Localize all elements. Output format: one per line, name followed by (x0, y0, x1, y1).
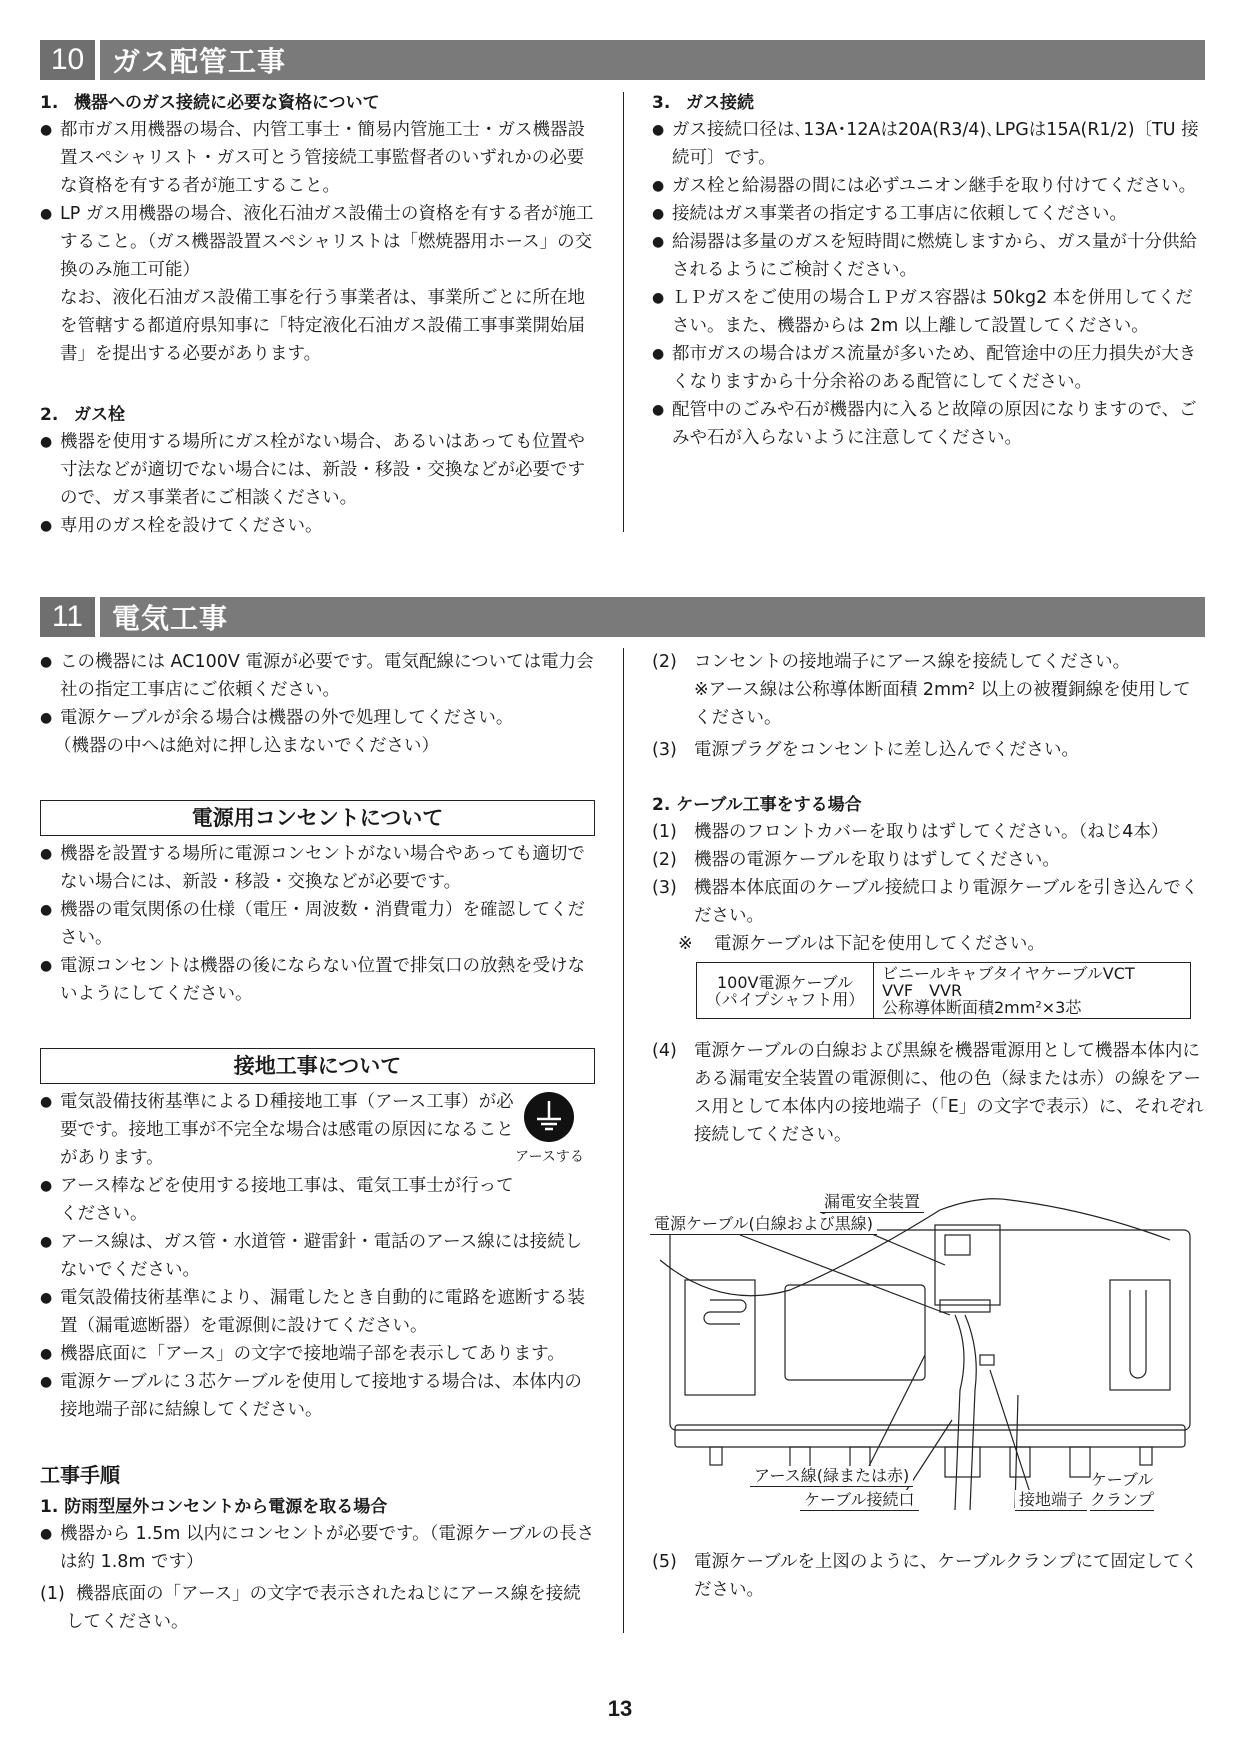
subsection-heading: 3. ガス接続 (652, 93, 754, 113)
section-number: 11 (40, 597, 100, 637)
procedure-step: (5) 電源ケーブルを上図のように、ケーブルクランプにて固定してください。 (652, 1552, 1198, 1600)
list-item: ● 電源コンセントは機器の後にならない位置で排気口の放熱を受けないようにしてください。 (40, 952, 595, 1008)
section-number: 10 (40, 40, 100, 80)
section-11-left-column (40, 648, 595, 1636)
bullet-list (40, 1520, 595, 1576)
subsection-heading: 1. 機器へのガス接続に必要な資格について (40, 93, 380, 113)
page-number: 13 (607, 1696, 633, 1721)
label-leakage-device: 漏電安全装置 (820, 1192, 924, 1213)
earth-symbol (515, 1092, 584, 1166)
step-note: ※ 電源ケーブルは下記を使用してください。 (678, 934, 1045, 954)
list-item: ● ＬＰガスをご使用の場合ＬＰガス容器は 50kg2 本を併用してください。また、機器からは 2m 以上離して設置してください。 (652, 284, 1207, 340)
list-item: ● 都市ガスの場合はガス流量が多いため、配管途中の圧力損失が大きくなりますから十分余裕のある配管にしてください。 (652, 340, 1207, 396)
procedure-step: (3) 電源プラグをコンセントに差し込んでください。 (652, 740, 1079, 760)
bullet-list (40, 840, 595, 1008)
section-11-banner (40, 597, 1205, 637)
list-item: ● 電気設備技術基準により、漏電したとき自動的に電路を遮断する装置（漏電遮断器）を電源側に設けてください。 (40, 1284, 595, 1340)
wiring-diagram (650, 1190, 1210, 1540)
section-10-right-column (652, 90, 1207, 452)
procedure-step: (1) 機器のフロントカバーを取りはずしてください。（ねじ4本） (652, 822, 1169, 842)
step-note: ※アース線は公称導体断面積 2mm² 以上の被覆銅線を使用してください。 (694, 680, 1191, 728)
list-item: ● 電気設備技術基準によるＤ種接地工事（アース工事）が必要です。接地工事が不完全な場合は感電の原因になることがあります。 (40, 1088, 595, 1172)
section-title: 電気工事 (112, 602, 229, 635)
section-11-right-column (652, 648, 1207, 1149)
bullet-list (40, 428, 595, 540)
grounding-heading-box: 接地工事について (40, 1048, 595, 1084)
list-item: ● ガス栓と給湯器の間には必ずユニオン継手を取り付けてください。 (652, 172, 1207, 200)
list-item: ● アース線は、ガス管・水道管・避雷針・電話のアース線には接続しないでください。 (40, 1228, 595, 1284)
bullet-list (652, 116, 1207, 452)
procedure-step: (2) コンセントの接地端子にアース線を接続してください。 (652, 652, 1131, 672)
procedure-heading: 工事手順 (40, 1463, 120, 1487)
procedure-step: (3) 機器本体底面のケーブル接続口より電源ケーブルを引き込んでください。 (652, 878, 1199, 926)
list-item: ● 給湯器は多量のガスを短時間に燃焼しますから、ガス量が十分供給されるようにご検討ください。 (652, 228, 1207, 284)
list-item: ● 都市ガス用機器の場合、内管工事士・簡易内管施工士・ガス機器設置スペシャリスト・ガス可とう管接続工事監督者のいずれかの必要な資格を有する者が施工すること。 (40, 116, 595, 200)
list-item: ● 機器を設置する場所に電源コンセントがない場合やあっても適切でない場合には、新設・移設・交換などが必要です。 (40, 840, 595, 896)
list-item: ● アース棒などを使用する接地工事は、電気工事士が行ってください。 (40, 1172, 595, 1228)
list-item: ● 機器底面に「アース」の文字で接地端子部を表示してあります。 (40, 1340, 595, 1368)
bullet-list (40, 648, 595, 732)
section-10-banner (40, 40, 1205, 80)
label-cable-inlet: ケーブル接続口 (800, 1490, 919, 1511)
subsection-heading: 1. 防雨型屋外コンセントから電源を取る場合 (40, 1497, 388, 1517)
column-divider (623, 648, 624, 1633)
outlet-heading-box: 電源用コンセントについて (40, 800, 595, 836)
list-item: ● 機器から 1.5m 以内にコンセントが必要です。（電源ケーブルの長さは約 1.8m です） (40, 1520, 595, 1576)
subsection-heading: 2. ガス栓 (40, 405, 125, 425)
section-10-left-column (40, 90, 595, 540)
bullet-list (40, 1088, 595, 1424)
list-item: ● この機器には AC100V 電源が必要です。電気配線については電力会社の指定工事店にご依頼ください。 (40, 648, 595, 704)
label-earth-wire: アース線(緑または赤) (750, 1466, 913, 1487)
note-paragraph: （機器の中へは絶対に押し込まないでください） (54, 736, 439, 756)
procedure-step: (2) 機器の電源ケーブルを取りはずしてください。 (652, 850, 1060, 870)
list-item: ● 電源ケーブルが余る場合は機器の外で処理してください。 (40, 704, 595, 732)
table-row (697, 963, 1191, 1019)
earth-label: アースする (515, 1149, 584, 1165)
section-11-right-column-bottom (652, 1548, 1207, 1604)
list-item: ● 電源ケーブルに３芯ケーブルを使用して接地する場合は、本体内の接地端子部に結線してください。 (40, 1368, 595, 1424)
subsection-heading: 2. ケーブル工事をする場合 (652, 795, 862, 815)
procedure-step: (4) 電源ケーブルの白線および黒線を機器電源用として機器本体内にある漏電安全装置の電源側に、他の色（緑または赤）の線をアース用として本体内の接地端子（「E」の文字で表示）に、それぞれ接続してください。 (652, 1041, 1204, 1145)
section-title: ガス配管工事 (112, 45, 287, 78)
list-item: ● 機器の電気関係の仕様（電圧・周波数・消費電力）を確認してください。 (40, 896, 595, 952)
column-divider (623, 92, 624, 532)
label-power-cable: 電源ケーブル(白線および黒線) (650, 1214, 877, 1235)
list-item: ● LP ガス用機器の場合、液化石油ガス設備士の資格を有する者が施工すること。（ガス機器設置スペシャリストは「燃焼器用ホース」の交換のみ施工可能） (40, 200, 595, 284)
list-item: ● 配管中のごみや石が機器内に入ると故障の原因になりますので、ごみや石が入らないように注意してください。 (652, 396, 1207, 452)
label-cable-clamp: ケーブル クランプ (1090, 1470, 1155, 1509)
list-item: ● 専用のガス栓を設けてください。 (40, 512, 595, 540)
table-cell: 100V電源ケーブル （パイプシャフト用） (697, 963, 874, 1019)
list-item: ● 機器を使用する場所にガス栓がない場合、あるいはあっても位置や寸法などが適切でない場合には、新設・移設・交換などが必要ですので、ガス事業者にご相談ください。 (40, 428, 595, 512)
cable-spec-table (696, 962, 1191, 1019)
list-item: ● ガス接続口径は､13A･12Aは20A(R3/4)､LPGは15A(R1/2)〔TU 接続可〕です。 (652, 116, 1207, 172)
table-cell: ビニールキャブタイヤケーブルVCT VVF VVR 公称導体断面積2mm²×3芯 (874, 963, 1191, 1019)
procedure-step: (1) 機器底面の「アース」の文字で表示されたねじにアース線を接続してください。 (40, 1584, 581, 1632)
bullet-list (40, 116, 595, 284)
label-ground-terminal: 接地端子 (1015, 1490, 1087, 1511)
note-paragraph: なお、液化石油ガス設備工事を行う事業者は、事業所ごとに所在地を管轄する都道府県知事に「特定液化石油ガス設備工事事業開始届書」を提出する必要があります。 (60, 288, 585, 364)
ground-icon (524, 1092, 574, 1142)
list-item: ● 接続はガス事業者の指定する工事店に依頼してください。 (652, 200, 1207, 228)
